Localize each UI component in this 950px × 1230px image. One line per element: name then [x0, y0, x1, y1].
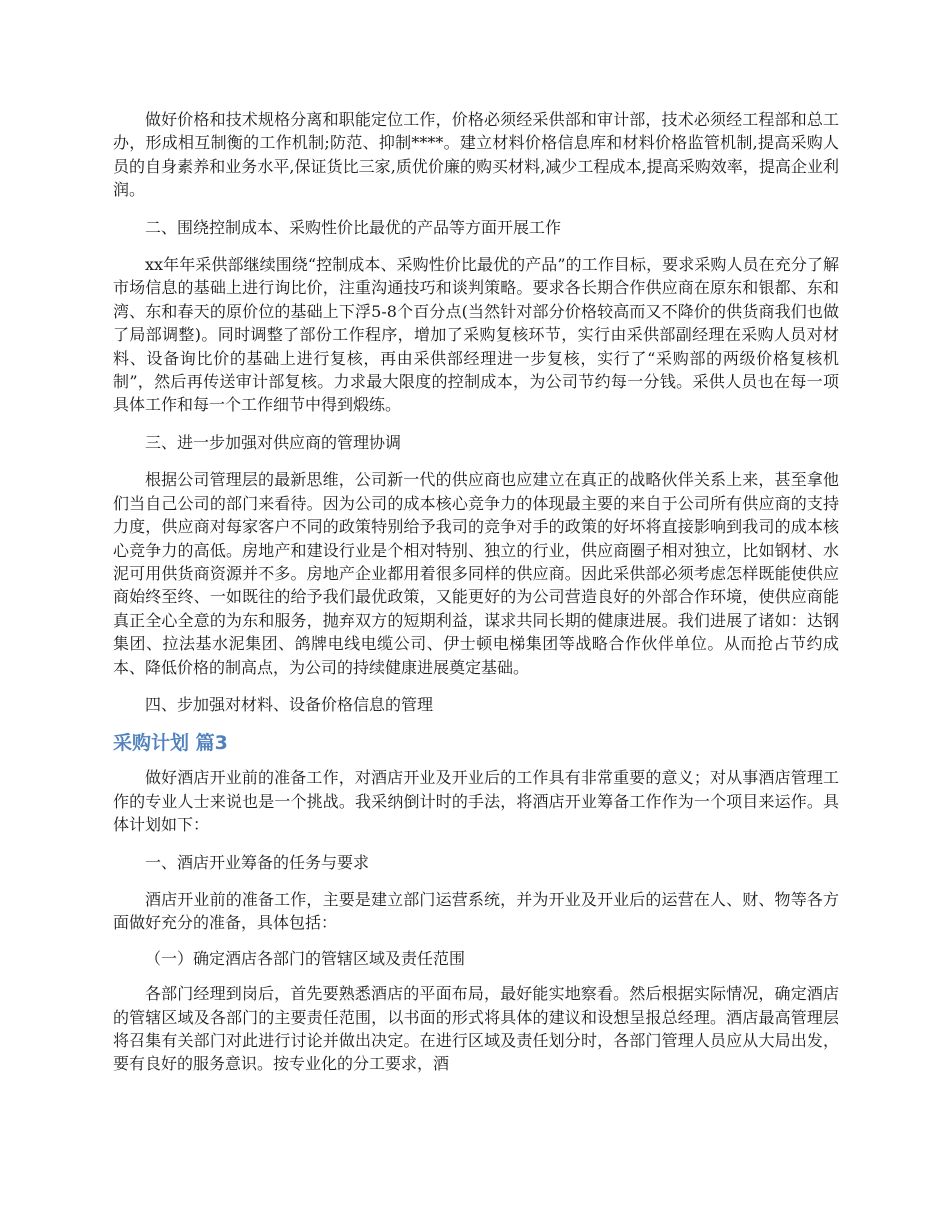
paragraph-supplier-management: 根据公司管理层的最新思维，公司新一代的供应商也应建立在真正的战略伙伴关系上来，甚至拿他们当自己公司的部门来看待。因为公司的成本核心竞争力的体现最主要的来自于公司所有供应商的支持力度，供应商对每家客户不同的政策特别给予我司的竞争对手的政策的好坏将直接影响到我司的成本核心竞争力的高低。房地产和建设行业是个相对特别、独立的行业，供应商圈子相对独立，比如钢材、水泥可用供货商资源并不多。房地产企业都用着很多同样的供应商。因此采供部必须考虑怎样既能使供应商始终至终、一如既往的给予我们最优政策，又能更好的为公司营造良好的外部合作环境，使供应商能真正全心全意的为东和服务，抛弃双方的短期利益，谋求共同长期的健康进展。我们进展了诸如：达钢集团、拉法基水泥集团、鸽牌电线电缆公司、伊士顿电梯集团等战略合作伙伴单位。从而抢占节约成本、降低价格的制高点，为公司的持续健康进展奠定基础。	[113, 470, 839, 677]
paragraph-cost-control: xx年年采供部继续围绕“控制成本、采购性价比最优的产品”的工作目标，要求采购人员在充分了解市场信息的基础上进行询比价，注重沟通技巧和谈判策略。要求各长期合作供应商在原东和银都、东和湾、东和春天的原价位的基础上下浮5-8个百分点(当然针对部分价格较高而又不降价的供货商我们也做了局部调整)。同时调整了部份工作程序，增加了采购复核环节，实行由采供部副经理在采购人员对材料、设备询比价的基础上进行复核，再由采供部经理进一步复核，实行了“采购部的两级价格复核机制”，然后再传送审计部复核。力求最大限度的控制成本，为公司节约每一分钱。采供人员也在每一项具体工作和每一个工作细节中得到煅练。	[113, 255, 839, 415]
heading-department-areas: （一）确定酒店各部门的管辖区域及责任范围	[145, 948, 466, 968]
heading-price-info: 四、步加强对材料、设备价格信息的管理	[145, 694, 434, 714]
heading-cost-control: 二、围绕控制成本、采购性价比最优的产品等方面开展工作	[145, 217, 562, 237]
section-title-plan-3: 采购计划 篇3	[113, 732, 228, 755]
heading-opening-tasks: 一、酒店开业筹备的任务与要求	[145, 852, 370, 872]
paragraph-department-areas: 各部门经理到岗后，首先要熟悉酒店的平面布局，最好能实地察看。然后根据实际情况，确定酒店的管辖区域及各部门的主要责任范围，以书面的形式将具体的建议和设想呈报总经理。酒店最高管理层将召集有关部门对此进行讨论并做出决定。在进行区域及责任划分时，各部门管理人员应从大局出发，要有良好的服务意识。按专业化的分工要求，酒	[113, 984, 839, 1074]
paragraph-price-separation: 做好价格和技术规格分离和职能定位工作，价格必须经采供部和审计部，技术必须经工程部和总工办，形成相互制衡的工作机制;防范、抑制****。建立材料价格信息库和材料价格监管机制,提高采购人员的自身素养和业务水平,保证货比三家,质优价廉的购买材料,减少工程成本,提高采购效率，提高企业利润。	[113, 110, 839, 200]
document-page	[113, 108, 839, 1076]
paragraph-opening-preparation: 酒店开业前的准备工作，主要是建立部门运营系统，并为开业及开业后的运营在人、财、物等各方面做好充分的准备，具体包括：	[113, 889, 839, 933]
heading-supplier-management: 三、进一步加强对供应商的管理协调	[145, 432, 402, 452]
paragraph-hotel-opening-intro: 做好酒店开业前的准备工作，对酒店开业及开业后的工作具有非常重要的意义；对从事酒店管理工作的专业人士来说也是一个挑战。我采纳倒计时的手法，将酒店开业筹备工作作为一个项目来运作。具体计划如下：	[113, 768, 839, 835]
